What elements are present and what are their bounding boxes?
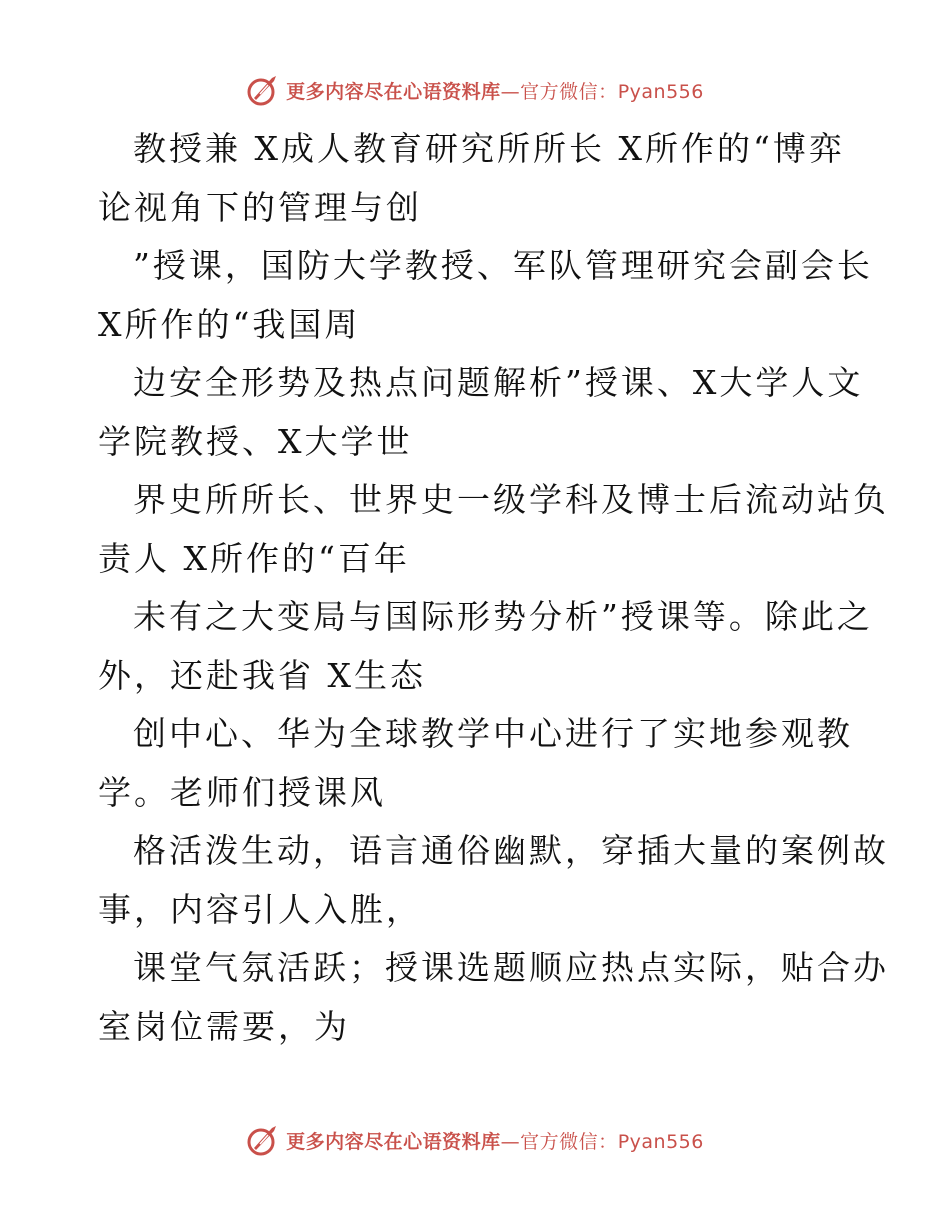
watermark-text	[286, 77, 704, 104]
text-line: 事，内容引人入胜，	[98, 889, 422, 929]
text-line: 创中心、华为全球教学中心进行了实地参观教	[133, 714, 853, 753]
quill-logo-icon	[246, 72, 282, 108]
watermark-separator: —	[500, 80, 521, 103]
watermark-wechat-id: Pyan556	[617, 1130, 704, 1153]
text-line: 格活泼生动，语言通俗幽默，穿插大量的案例故	[133, 831, 889, 870]
text-line: 室岗位需要，为	[98, 1006, 350, 1046]
watermark-wechat-id: Pyan556	[617, 80, 704, 103]
text-line: 学。老师们授课风	[98, 772, 386, 812]
watermark-wechat-label: 官方微信：	[520, 1130, 618, 1153]
text-line: 界史所所长、世界史一级学科及博士后流动站负	[133, 480, 889, 519]
footer-watermark	[0, 1120, 950, 1160]
document-body	[98, 120, 889, 1056]
watermark-text	[286, 1127, 704, 1154]
quill-logo-icon	[246, 1122, 282, 1158]
header-watermark	[0, 70, 950, 110]
watermark-wechat-label: 官方微信：	[520, 80, 618, 103]
watermark-main: 更多内容尽在心语资料库	[286, 80, 501, 103]
text-line: X所作的“我国周	[98, 304, 361, 344]
text-line: 外，还赴我省 X生态	[98, 655, 426, 695]
watermark-separator: —	[500, 1130, 521, 1153]
text-line: 学院教授、X大学世	[98, 421, 413, 461]
text-line: 论视角下的管理与创	[98, 187, 422, 227]
text-line: 未有之大变局与国际形势分析”授课等。除此之	[133, 597, 873, 636]
watermark-main: 更多内容尽在心语资料库	[286, 1130, 501, 1153]
text-line: 教授兼 X成人教育研究所所长 X所作的“博弈	[133, 129, 845, 168]
text-line: 课堂气氛活跃；授课选题顺应热点实际，贴合办	[133, 948, 889, 987]
text-line: 责人 X所作的“百年	[98, 538, 410, 578]
text-line: 边安全形势及热点问题解析”授课、X大学人文	[133, 363, 864, 402]
text-line: ”授课，国防大学教授、军队管理研究会副会长	[133, 246, 873, 285]
